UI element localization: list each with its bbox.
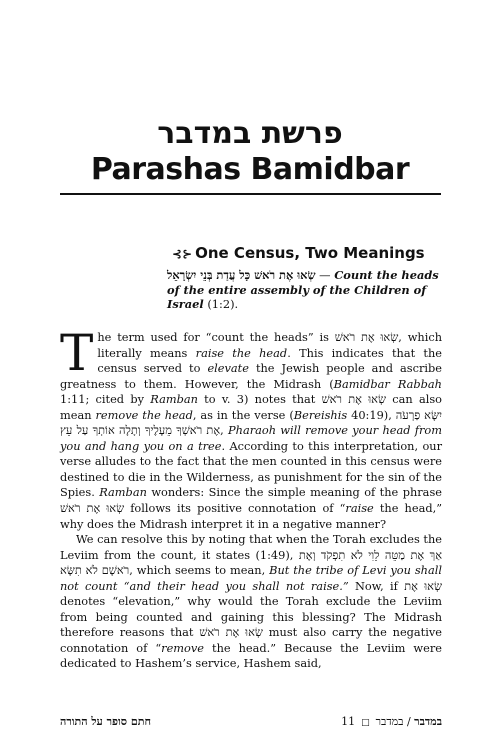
verse-translation: Count the heads of the entire assembly of the Children of Israel <box>167 268 439 312</box>
text-run: 1:11; cited by <box>60 392 151 407</box>
hebrew-phrase: שְׂאוּ אֶת רֹאשׁ <box>199 625 263 640</box>
text-run: denotes “elevation,” why would the Torah exclude the Leviim from being counted and gaining this blessing? The Midrash therefore reasons that <box>60 594 442 640</box>
text-run: must also carry the negative connotation of “ <box>60 625 442 655</box>
text-run: Now, if <box>348 578 405 593</box>
text-run: . This indicates that the census served to <box>97 345 443 376</box>
footer-running-head <box>341 714 442 731</box>
italic-phrase: Pharaoh will remove your head from you and hang you on a tree <box>60 423 442 453</box>
page-footer <box>60 714 442 730</box>
hebrew-phrase: שְׂאוּ אֶת רֹאשׁ <box>60 501 125 516</box>
italic-phrase: Bereishis <box>293 407 348 422</box>
verse-dash: — <box>315 268 335 282</box>
text-run: follows its positive connotation of “ <box>124 501 346 516</box>
ornament-icon: ⊰⊱ <box>172 247 193 261</box>
body-text <box>60 324 443 672</box>
italic-phrase: raise the head <box>195 345 288 360</box>
text-run: . According to this interpretation, our verse alludes to the fact that the men counted in this census were destined to die in the Wilderness, as punishment for the sin of the Spies. <box>60 438 442 500</box>
text-run: 40:19), <box>347 407 396 422</box>
italic-phrase: remove <box>161 640 204 655</box>
title-divider <box>60 193 441 195</box>
text-run: the head.” Because the Leviim were dedicated to Hashem’s service, Hashem said, <box>60 640 442 671</box>
italic-phrase: remove the head <box>95 407 193 422</box>
page-number: 11 <box>341 715 356 728</box>
text-run: can also mean <box>60 392 442 422</box>
text-run: , which seems to mean, <box>129 563 270 578</box>
square-separator-icon: □ <box>361 718 370 728</box>
italic-phrase: raise <box>345 501 374 516</box>
hebrew-phrase: אַךְ אֶת מַטֵּה לֵוִי לֹא תִפְקֹד וְאֶת רֹאשָׁם לֹא תִשָּׂא <box>60 547 442 578</box>
italic-phrase: But the tribe of Levi you shall not count “and their head you shall not raise.” <box>60 563 443 593</box>
italic-phrase: elevate <box>207 361 249 376</box>
hebrew-title: פרשת במדבר <box>157 116 343 151</box>
section-heading-text: One Census, Two Meanings <box>195 244 425 262</box>
italic-phrase: Ramban <box>150 392 198 407</box>
drop-cap: T <box>60 324 94 382</box>
text-run: to v. 3) notes that <box>197 392 322 407</box>
footer-book-title: חתם סופר על התורה <box>60 715 151 728</box>
text-run: the head,” why does the Midrash interpret it in a negative manner? <box>60 501 443 531</box>
paragraph <box>60 324 443 532</box>
text-run: , as in the verse ( <box>192 407 294 422</box>
verse-hebrew: שְׂאוּ אֶת רֹאשׁ כָּל עֲדַת בְּנֵי יִשְׂרָאֵל <box>167 268 316 282</box>
running-head-bold: במדבר <box>414 715 442 728</box>
hebrew-phrase: שְׂאוּ אֶת רֹאשׁ <box>321 392 386 407</box>
running-head-rest: / במדבר <box>375 715 415 728</box>
running-head <box>376 715 442 728</box>
verse-reference: (1:2). <box>203 297 239 312</box>
text-run: he term used for “count the heads” is <box>97 330 335 344</box>
text-run: , which literally means <box>97 330 443 360</box>
english-title: Parashas Bamidbar <box>90 152 410 187</box>
hebrew-phrase: יִשָּׂא פַרְעֹה אֶת רֹאשְׁךָ מֵעָלֶיךָ וְתָלָה אוֹתְךָ עַל עֵץ <box>60 407 442 438</box>
verse-citation <box>167 268 442 312</box>
hebrew-phrase: שְׂאוּ אֶת <box>404 578 442 593</box>
paragraph <box>60 532 442 672</box>
text-run: , <box>220 423 229 438</box>
chapter-title <box>0 116 500 188</box>
text-run: We can resolve this by noting that when the Torah excludes the Leviim from the count, it states (1:49), <box>60 532 442 562</box>
italic-phrase: Ramban <box>99 485 147 500</box>
section-heading <box>172 244 442 263</box>
italic-phrase: Bamidbar Rabbah <box>333 376 442 391</box>
text-run: wonders: Since the simple meaning of the phrase <box>146 485 442 500</box>
text-run: the Jewish people and ascribe greatness to them. However, the Midrash ( <box>60 361 442 391</box>
hebrew-phrase: שְׂאוּ אֶת רֹאשׁ <box>334 330 399 344</box>
